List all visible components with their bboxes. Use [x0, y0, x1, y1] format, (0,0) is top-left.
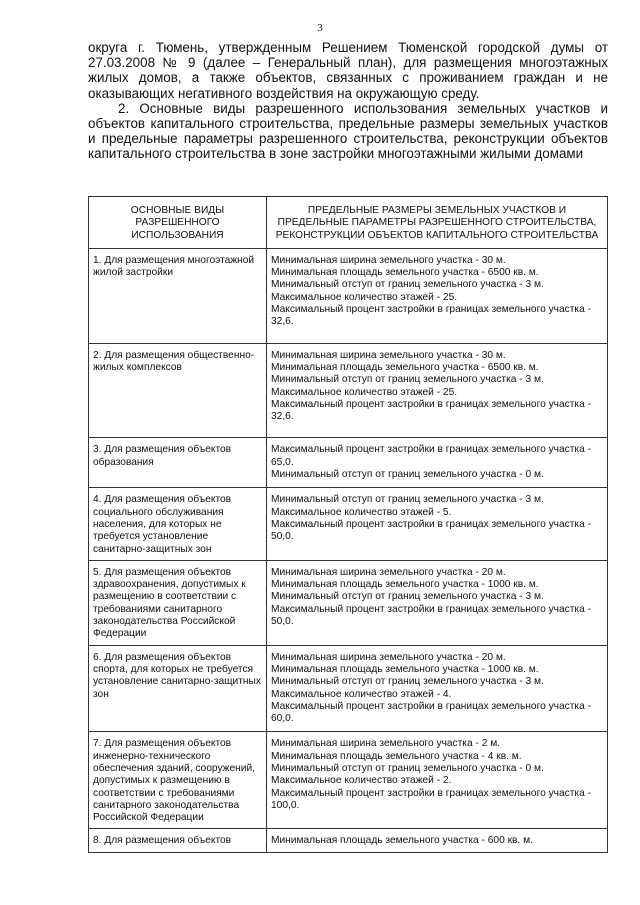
param-line: Минимальная площадь земельного участка - 600 кв. м. [271, 835, 533, 847]
params-cell [267, 732, 608, 829]
zoning-table [88, 196, 608, 853]
intro-text [88, 40, 608, 162]
use-type-cell: 5. Для размещения объектов здравоохранения, допустимых к размещению в соответствии с требованиями санитарного законодательства Российской Федерации [89, 560, 267, 645]
use-type-cell: 6. Для размещения объектов спорта, для которых не требуется установление санитарно-защитных зон [89, 645, 267, 732]
param-line: Минимальная ширина земельного участка - 20 м. [271, 651, 506, 663]
param-line: Максимальный процент застройки в границах земельного участка - 50,0. [271, 603, 594, 628]
table-row [89, 438, 608, 488]
param-line: Максимальный процент застройки в границах земельного участка - 32,6. [271, 398, 594, 423]
param-line: Минимальный отступ от границ земельного участка - 3 м. [271, 279, 544, 291]
table-row [89, 560, 608, 645]
param-line: Минимальный отступ от границ земельного участка - 3 м. [271, 676, 544, 688]
params-cell [267, 560, 608, 645]
param-line: Минимальная площадь земельного участка - 6500 кв. м. [271, 361, 539, 373]
param-line: Минимальный отступ от границ земельного участка - 0 м. [271, 762, 544, 774]
table-row [89, 248, 608, 343]
params-cell [267, 829, 608, 852]
param-line: Максимальный процент застройки в границах земельного участка - 65,0. [271, 444, 594, 468]
page-number: 3 [317, 22, 323, 34]
param-line: Минимальная площадь земельного участка - 4 кв. м. [271, 750, 522, 762]
param-line: Минимальный отступ от границ земельного участка - 3 м. [271, 374, 544, 386]
param-line: Максимальный процент застройки в границах земельного участка - 100,0. [271, 787, 594, 811]
table-row [89, 488, 608, 560]
use-type-cell: 8. Для размещения объектов [89, 829, 267, 852]
intro-paragraph-2: 2. Основные виды разрешенного использования земельных участков и объектов капитального строительства, предельные размеры земельных участков и предельные параметры разрешенного строительства, реконструкции объектов капитального строительства в зоне застройки многоэтажными жилыми домами [88, 100, 608, 162]
param-line: Максимальное количество этажей - 4. [271, 688, 452, 700]
param-line: Максимальное количество этажей - 5. [271, 506, 452, 518]
param-line: Минимальная площадь земельного участка - 1000 кв. м. [271, 579, 539, 591]
param-line: Максимальный процент застройки в границах земельного участка - 50,0. [271, 518, 594, 543]
use-type-cell: 2. Для размещения общественно-жилых комплексов [89, 343, 267, 438]
param-line: Минимальный отступ от границ земельного участка - 3 м. [271, 494, 544, 506]
param-line: Минимальный отступ от границ земельного участка - 3 м. [271, 591, 544, 603]
param-line: Минимальный отступ от границ земельного участка - 0 м. [271, 469, 544, 481]
table-row [89, 343, 608, 438]
header-params: ПРЕДЕЛЬНЫЕ РАЗМЕРЫ ЗЕМЕЛЬНЫХ УЧАСТКОВ И ПРЕДЕЛЬНЫЕ ПАРАМЕТРЫ РАЗРЕШЕННОГО СТРОИТЕЛЬСТВА, РЕКОНСТРУКЦИИ ОБЪЕКТОВ КАПИТАЛЬНОГО СТРОИТЕЛЬСТВА [267, 197, 608, 249]
params-cell [267, 645, 608, 732]
param-line: Максимальное количество этажей - 2. [271, 775, 452, 787]
header-use: ОСНОВНЫЕ ВИДЫ РАЗРЕШЕННОГО ИСПОЛЬЗОВАНИЯ [89, 197, 267, 249]
param-line: Минимальная ширина земельного участка - 30 м. [271, 254, 506, 266]
param-line: Максимальное количество этажей - 25. [271, 386, 458, 398]
params-cell [267, 438, 608, 488]
param-line: Минимальная ширина земельного участка - 2 м. [271, 738, 501, 750]
param-line: Максимальный процент застройки в границах земельного участка - 60,0. [271, 700, 594, 725]
param-line: Минимальная ширина земельного участка - 20 м. [271, 566, 506, 578]
params-cell [267, 248, 608, 343]
param-line: Максимальное количество этажей - 25. [271, 291, 458, 303]
table-row [89, 645, 608, 732]
param-line: Максимальный процент застройки в границах земельного участка - 32,6. [271, 304, 594, 328]
table-row [89, 732, 608, 829]
use-type-cell: 4. Для размещения объектов социального обслуживания населения, для которых не требуется установление санитарно-защитных зон [89, 488, 267, 560]
use-type-cell: 7. Для размещения объектов инженерно-технического обеспечения зданий, сооружений, допустимых к размещению в соответствии с требованиями санитарного законодательства Российской Федерации [89, 732, 267, 829]
intro-paragraph-1: округа г. Тюмень, утвержденным Решением Тюменской городской думы от 27.03.2008 № 9 (далее – Генеральный план), для размещения многоэтажных жилых домов, а также объектов, связанных с проживанием граждан и не оказывающих негативного воздействия на окружающую среду. [88, 40, 608, 101]
use-type-cell: 1. Для размещения многоэтажной жилой застройки [89, 248, 267, 343]
param-line: Минимальная площадь земельного участка - 6500 кв. м. [271, 267, 539, 279]
params-cell [267, 343, 608, 438]
table-header-row [89, 197, 608, 249]
table-row [89, 829, 608, 852]
use-type-cell: 3. Для размещения объектов образования [89, 438, 267, 488]
param-line: Минимальная площадь земельного участка - 1000 кв. м. [271, 663, 539, 675]
params-cell [267, 488, 608, 560]
param-line: Минимальная ширина земельного участка - 30 м. [271, 349, 506, 361]
